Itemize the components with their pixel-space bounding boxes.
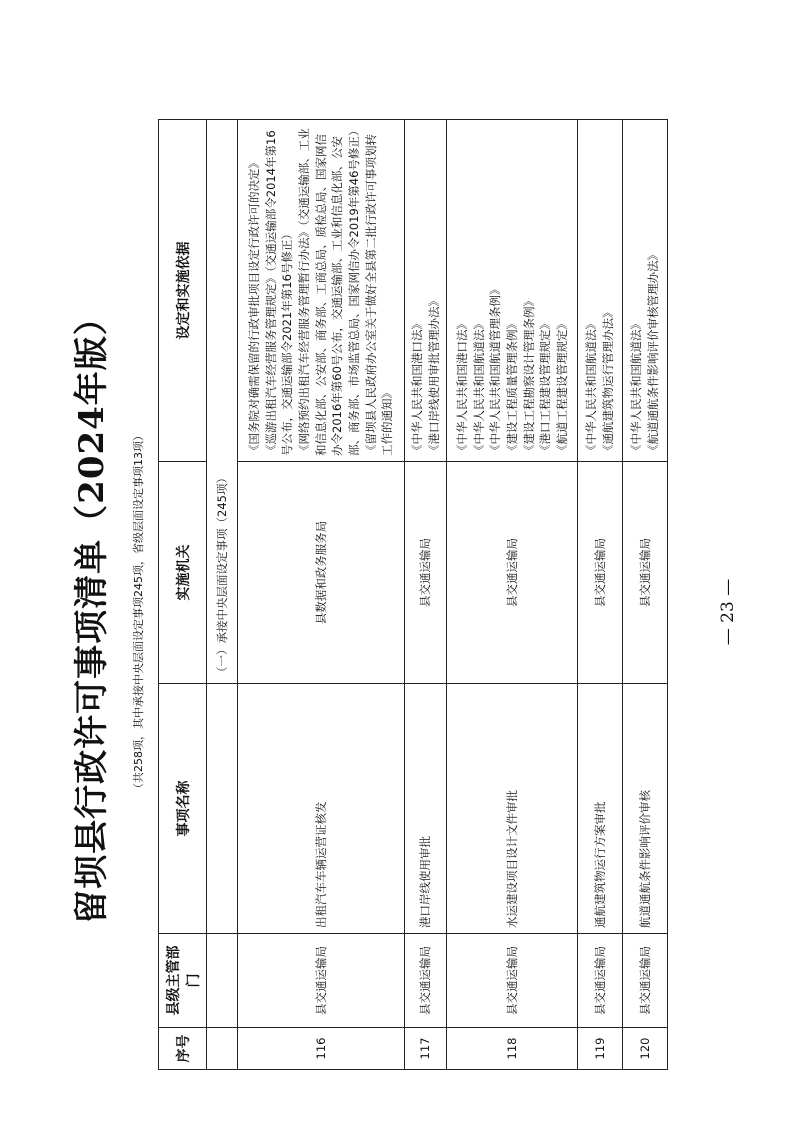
cell-dept: 县交通运输局	[238, 934, 404, 1028]
cell-num: 116	[238, 1028, 404, 1070]
basis-item: 《网络预约出租汽车经营服务管理暂行办法》（交通运输部、工业和信息化部、公安部、商务部、工商总局、质检总局、国家网信办令2016年第60号公布，交通运输部、工业和信息化部、公安部、商务部、市场监管总局、国家网信办令2019年第46号修正）	[296, 124, 361, 456]
cell-dept: 县交通运输局	[622, 934, 667, 1028]
cell-dept: 县交通运输局	[404, 934, 447, 1028]
cell-agency: 县交通运输局	[622, 462, 667, 684]
header-name: 事项名称	[159, 684, 207, 934]
table-row	[447, 120, 577, 1070]
section-label: （一）承接中央层面设定事项（245项）	[207, 120, 238, 684]
header-num: 序号	[159, 1028, 207, 1070]
section-blank-name	[207, 684, 238, 934]
table-body	[238, 120, 668, 1070]
basis-item: 《中华人民共和国航道管理条例》	[488, 283, 503, 456]
section-row	[207, 120, 238, 1070]
basis-item: 《航道通航条件影响评价审核管理办法》	[645, 249, 660, 456]
table-row	[577, 120, 622, 1070]
cell-name: 出租汽车车辆运营证核发	[238, 684, 404, 934]
basis-item: 《建设工程质量管理条例》	[504, 318, 519, 456]
cell-num: 118	[447, 1028, 577, 1070]
table-row	[404, 120, 447, 1070]
cell-basis	[577, 120, 622, 462]
cell-num: 117	[404, 1028, 447, 1070]
cell-name: 航道通航条件影响评价审核	[622, 684, 667, 934]
header-agency: 实施机关	[159, 462, 207, 684]
cell-num: 119	[577, 1028, 622, 1070]
basis-item: 《中华人民共和国港口法》	[409, 318, 424, 456]
section-blank-dept	[207, 934, 238, 1028]
document-title: 留坝县行政许可事项清单（2024年版）	[72, 300, 112, 924]
cell-basis	[622, 120, 667, 462]
cell-name: 港口岸线使用审批	[404, 684, 447, 934]
basis-item: 《航道工程建设管理规定》	[554, 318, 569, 456]
cell-agency: 县交通运输局	[404, 462, 447, 684]
basis-item: 《通航建筑物运行管理办法》	[600, 306, 615, 456]
header-row	[159, 120, 207, 1070]
basis-item: 《巡游出租汽车经营服务管理规定》（交通运输部令2014年第16号公布，交通运输部令2021年第16号修正）	[263, 130, 295, 456]
header-dept: 县级主管部门	[159, 934, 207, 1028]
cell-num: 120	[622, 1028, 667, 1070]
cell-name: 通航建筑物运行方案审批	[577, 684, 622, 934]
table-row	[238, 120, 404, 1070]
page-number: — 23 —	[718, 578, 738, 646]
section-blank-num	[207, 1028, 238, 1070]
cell-name: 水运建设项目设计文件审批	[447, 684, 577, 934]
document-subtitle: （共258项，其中承接中央层面设定事项245项，省级层面设定事项13项）	[132, 430, 145, 794]
rotated-page	[0, 102, 793, 1122]
basis-item: 《港口岸线使用审批管理办法》	[426, 295, 441, 456]
cell-agency: 县交通运输局	[577, 462, 622, 684]
basis-item: 《中华人民共和国港口法》	[454, 318, 469, 456]
basis-item: 《中华人民共和国航道法》	[629, 318, 644, 456]
header-basis: 设定和实施依据	[159, 120, 207, 462]
cell-dept: 县交通运输局	[577, 934, 622, 1028]
cell-basis	[447, 120, 577, 462]
cell-agency: 县数据和政务服务局	[238, 462, 404, 684]
cell-basis	[404, 120, 447, 462]
basis-item: 《留坝县人民政府办公室关于做好全县第二批行政许可事项划转工作的通知》	[363, 134, 395, 456]
cell-basis	[238, 120, 404, 462]
basis-item: 《国务院对确需保留的行政审批项目设定行政许可的决定》	[246, 157, 261, 456]
basis-item: 《建设工程勘察设计管理条例》	[521, 295, 536, 456]
cell-agency: 县交通运输局	[447, 462, 577, 684]
basis-item: 《中华人民共和国航道法》	[584, 318, 599, 456]
basis-item: 《中华人民共和国航道法》	[471, 318, 486, 456]
cell-dept: 县交通运输局	[447, 934, 577, 1028]
table-row	[622, 120, 667, 1070]
basis-item: 《港口工程建设管理规定》	[538, 318, 553, 456]
permit-items-table	[158, 119, 668, 1070]
